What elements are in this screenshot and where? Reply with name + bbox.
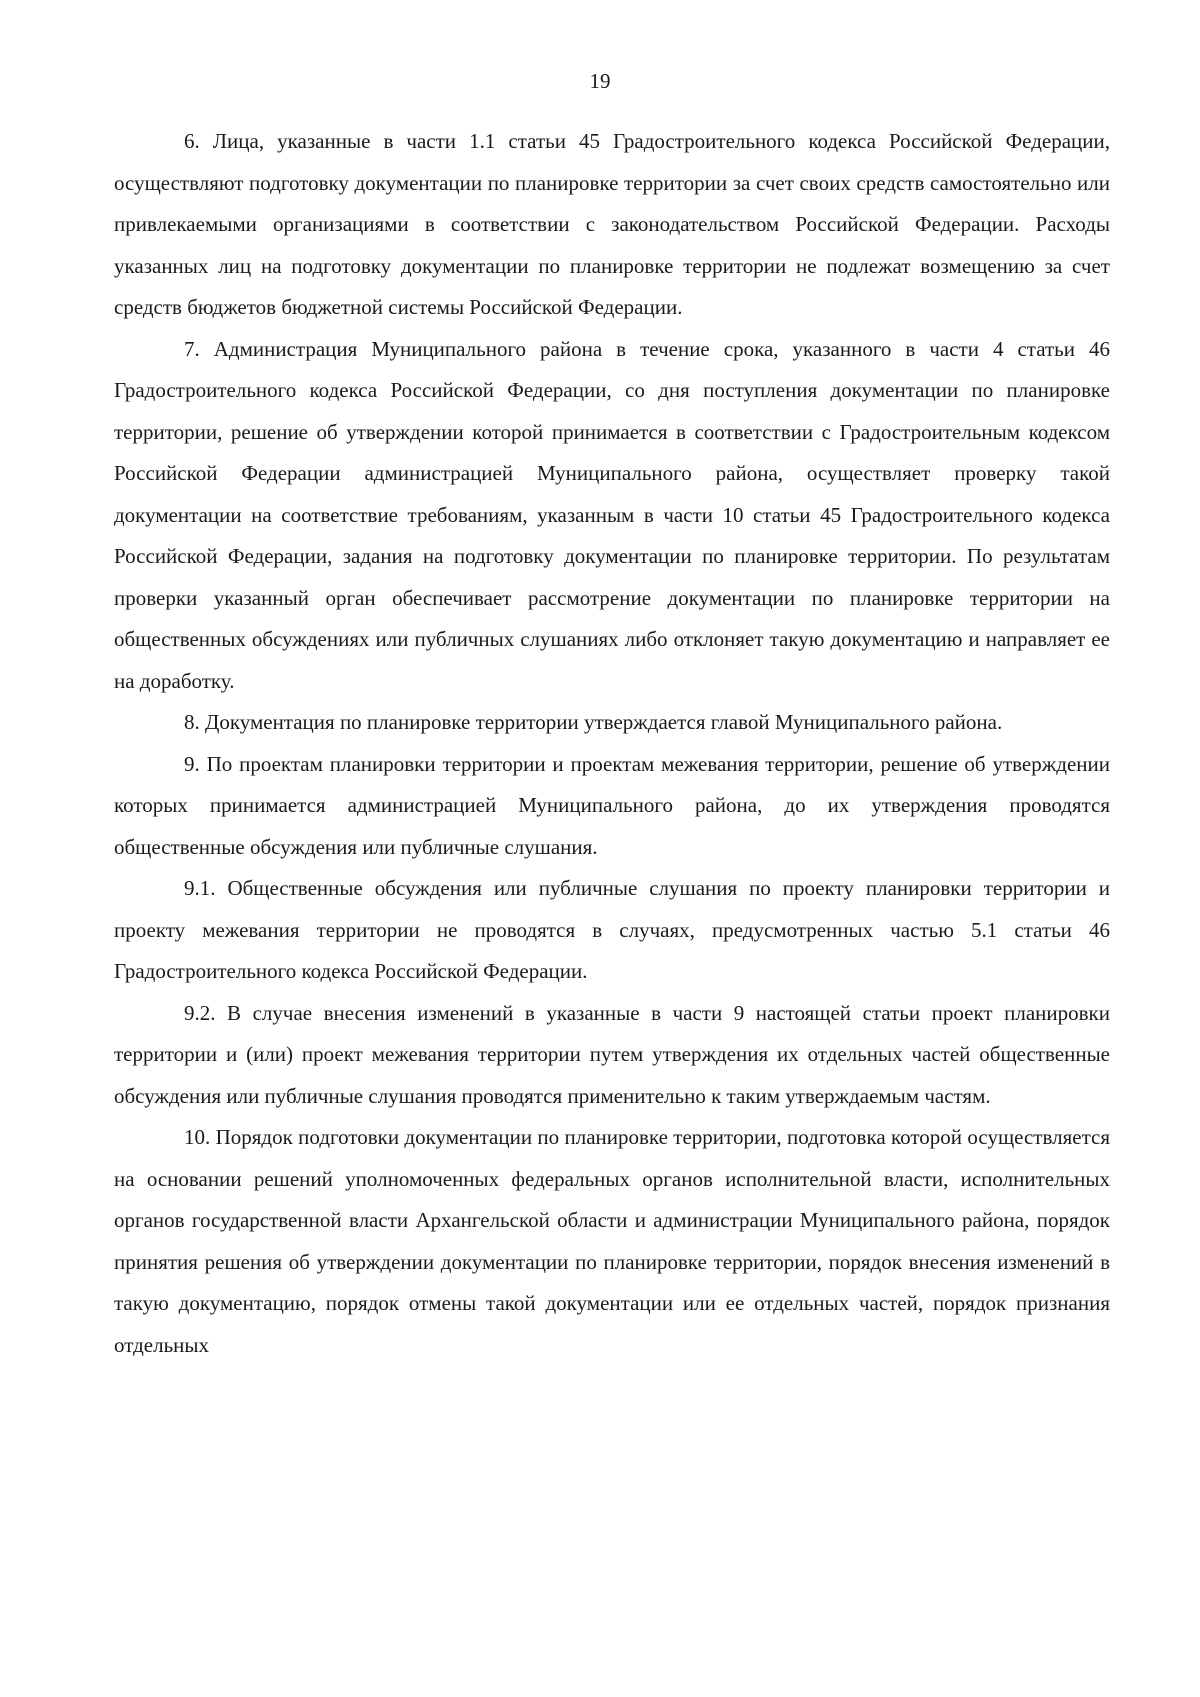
paragraph-8: 8. Документация по планировке территории утверждается главой Муниципального района. [184, 710, 1003, 734]
paragraph-10: 10. Порядок подготовки документации по планировке территории, подготовка которой осуществляется на основании решений уполномоченных федеральных органов исполнительной власти, исполнительных органов государственной власти Архангельской области и администрации Муниципального района, порядок принятия решения об утверждении документации по планировке территории, порядок внесения изменений в такую документацию, порядок отмены такой документации или ее отдельных частей, порядок признания отдельных [114, 1125, 1110, 1357]
page-number: 19 [589, 69, 611, 93]
paragraph-9-1: 9.1. Общественные обсуждения или публичные слушания по проекту планировки территории и проекту межевания территории не проводятся в случаях, предусмотренных частью 5.1 статьи 46 Градостроительного кодекса Российской Федерации. [114, 876, 1110, 983]
paragraph-7: 7. Администрация Муниципального района в течение срока, указанного в части 4 статьи 46 Градостроительного кодекса Российской Федерации, со дня поступления документации по планировке территории, решение об утверждении которой принимается в соответствии с Градостроительным кодексом Российской Федерации администрацией Муниципального района, осуществляет проверку такой документации на соответствие требованиям, указанным в части 10 статьи 45 Градостроительного кодекса Российской Федерации, задания на подготовку документации по планировке территории. По результатам проверки указанный орган обеспечивает рассмотрение документации по планировке территории на общественных обсуждениях или публичных слушаниях либо отклоняет такую документацию и направляет ее на доработку. [114, 336, 1110, 693]
paragraph-6: 6. Лица, указанные в части 1.1 статьи 45 Градостроительного кодекса Российской Федерации, осуществляют подготовку документации по планировке территории за счет своих средств самостоятельно или привлекаемыми организациями в соответствии с законодательством Российской Федерации. Расходы указанных лиц на подготовку документации по планировке территории не подлежат возмещению за счет средств бюджетов бюджетной системы Российской Федерации. [114, 129, 1110, 319]
paragraph-9: 9. По проектам планировки территории и проектам межевания территории, решение об утверждении которых принимается администрацией Муниципального района, до их утверждения проводятся общественные обсуждения или публичные слушания. [114, 751, 1110, 859]
paragraph-9-2: 9.2. В случае внесения изменений в указанные в части 9 настоящей статьи проект планировки территории и (или) проект межевания территории путем утверждения их отдельных частей общественные обсуждения или публичные слушания проводятся применительно к таким утверждаемым частям. [114, 1000, 1110, 1108]
document-body [114, 121, 1110, 1366]
